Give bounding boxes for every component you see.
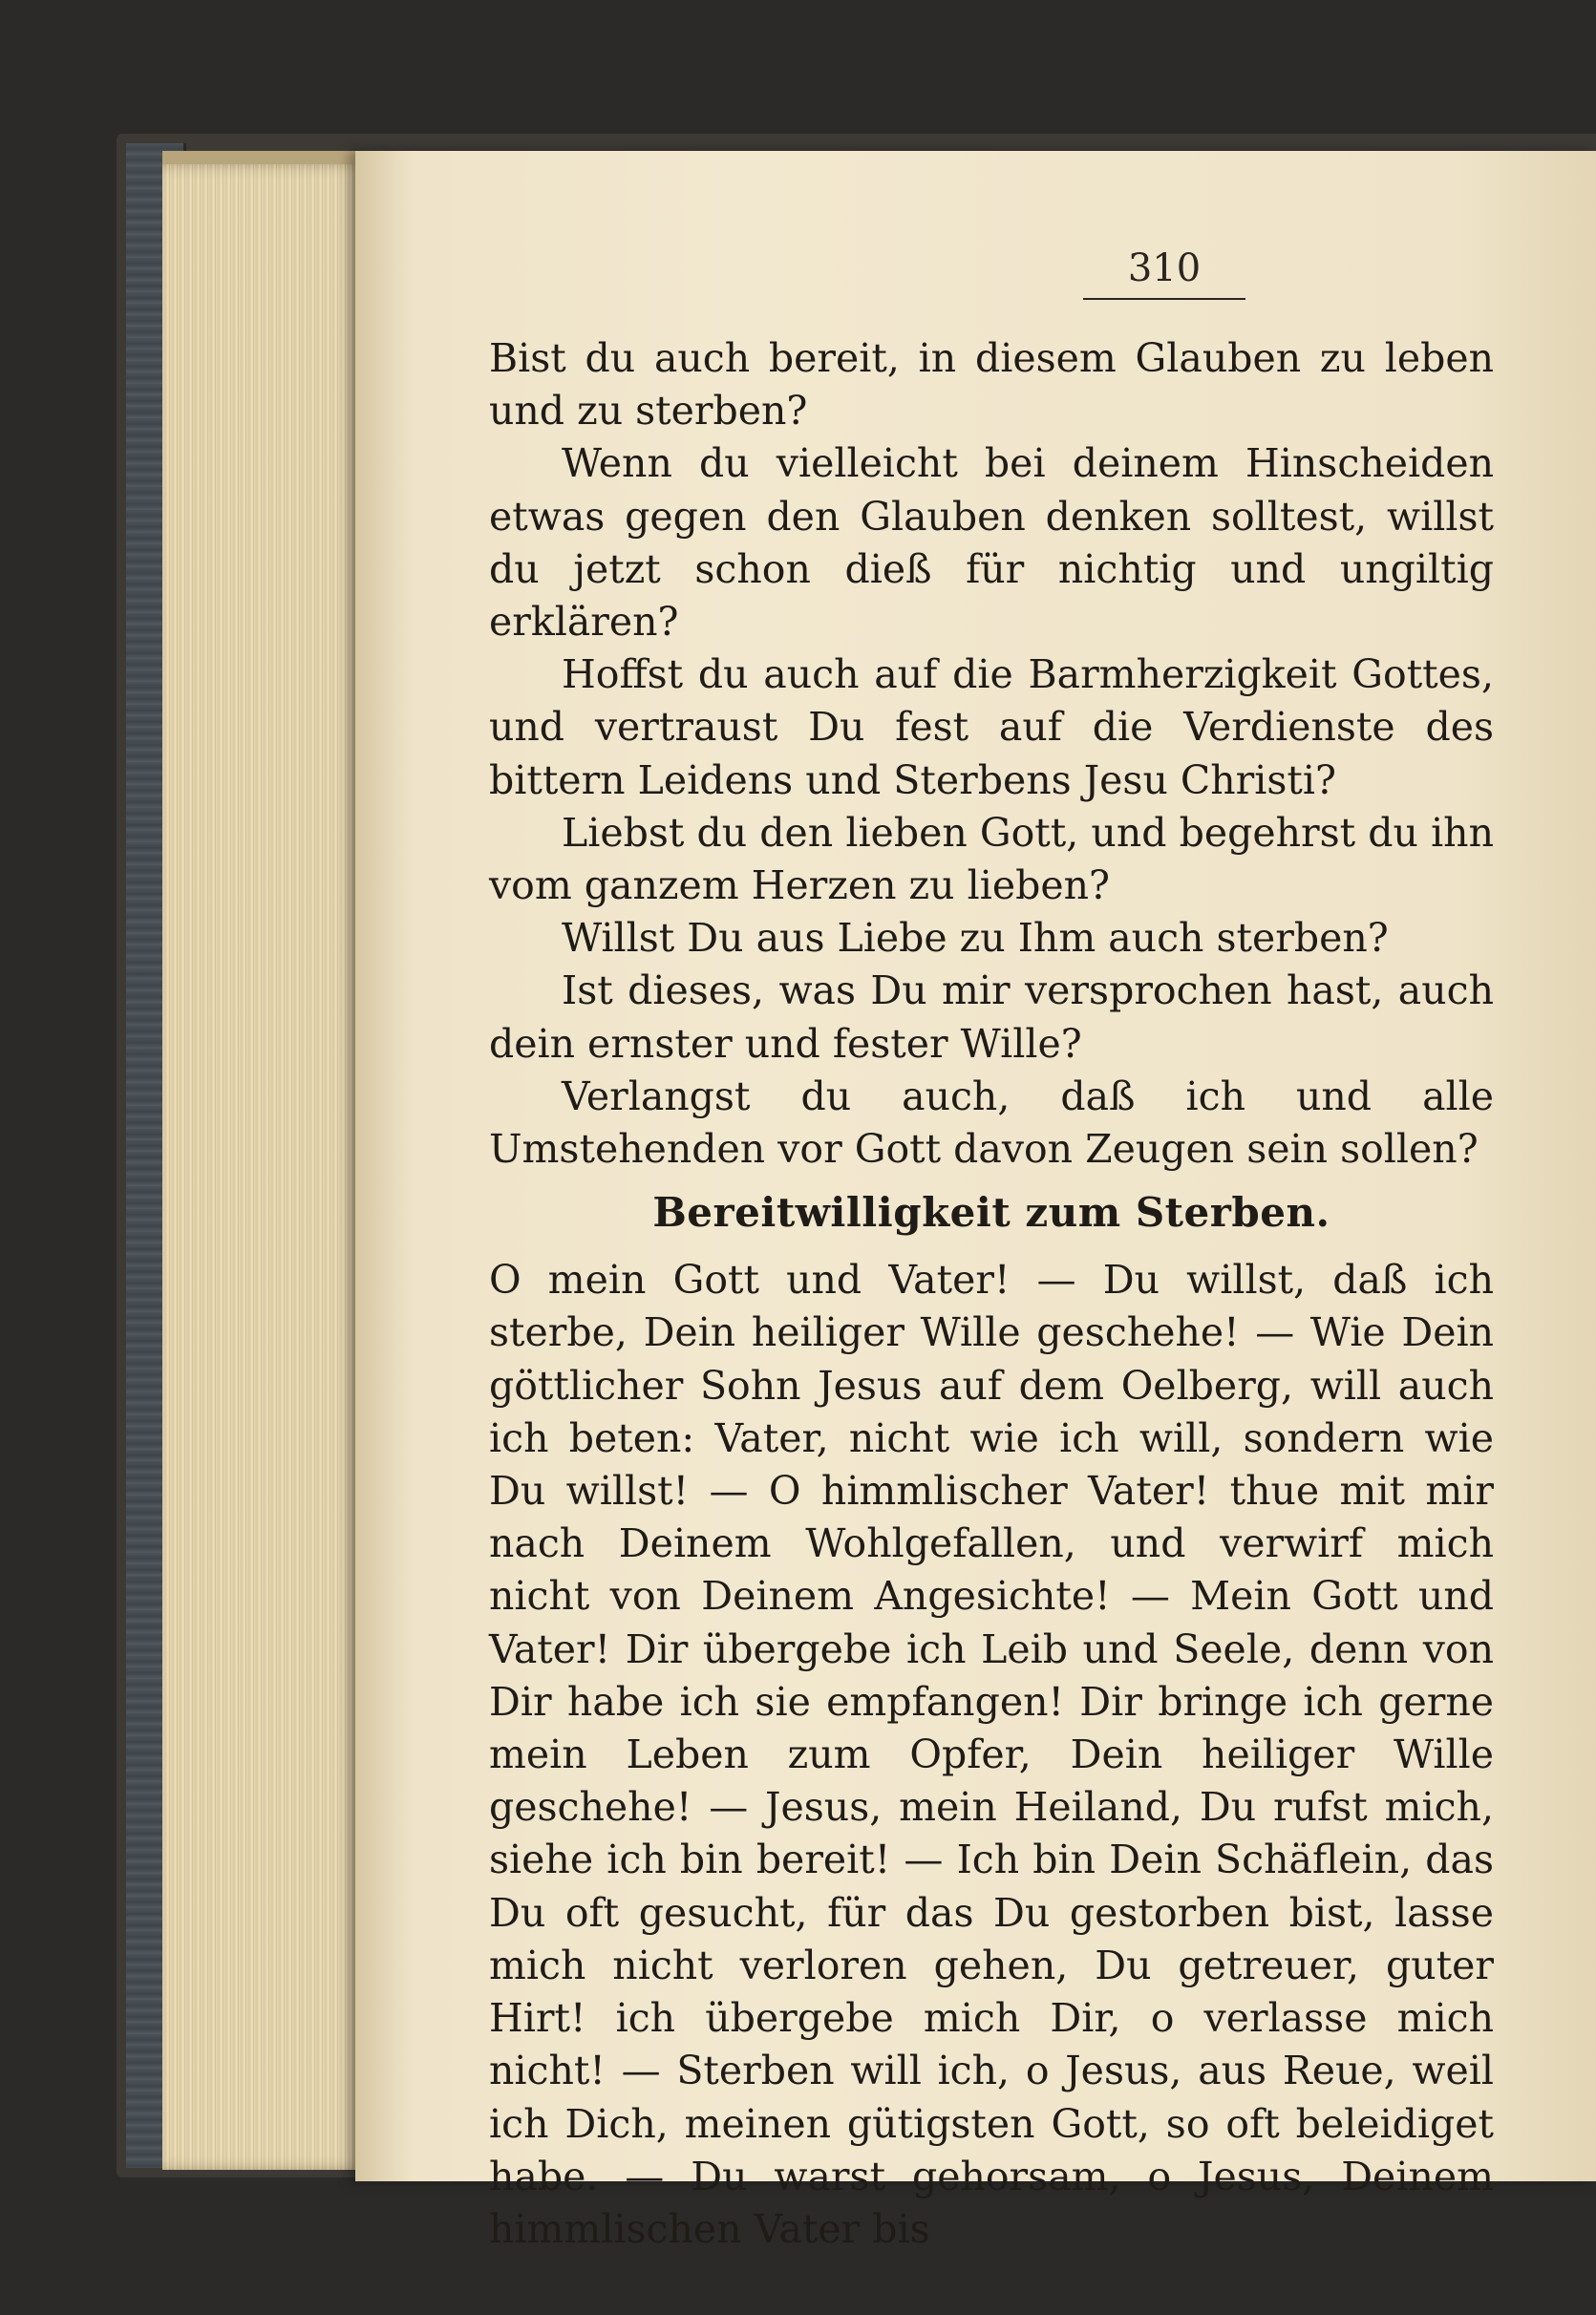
page-stack xyxy=(162,164,363,2170)
page-number-container xyxy=(355,246,1245,300)
question-paragraph: Hoffst du auch auf die Barmherzigkeit Gottes, und vertraust Du fest auf die Verdienste des bittern Leidens und Sterbens Jesu Christi? xyxy=(489,651,1494,803)
section-heading: Bereitwilligkeit zum Sterben. xyxy=(652,1189,1330,1237)
question-paragraph: Bist du auch bereit, in diesem Glauben zu leben und zu sterben? xyxy=(489,335,1494,435)
book-page xyxy=(355,151,1596,2252)
page-text xyxy=(489,332,1494,2256)
question-paragraph: Wenn du vielleicht bei deinem Hinscheiden etwas gegen den Glauben denken solltest, willst du jetzt schon dieß für nichtig und ungiltig erklären? xyxy=(489,440,1494,646)
question-paragraph: Ist dieses, was Du mir versprochen hast, auch dein ernster und fester Wille? xyxy=(489,967,1494,1067)
question-paragraph: Liebst du den lieben Gott, und begehrst du ihn vom ganzem Herzen zu lieben? xyxy=(489,809,1494,909)
question-paragraph: Verlangst du auch, daß ich und alle Umstehenden vor Gott davon Zeugen sein sollen? xyxy=(489,1073,1494,1173)
page-number: 310 xyxy=(1083,246,1245,300)
question-paragraph: Willst Du aus Liebe zu Ihm auch sterben? xyxy=(562,915,1389,962)
prayer-paragraph: O mein Gott und Vater! — Du willst, daß ich sterbe, Dein heiliger Wille geschehe! — Wie Dein göttlicher Sohn Jesus auf dem Oelberg, will auch ich beten: Vater, nicht wie ich will, sondern wie Du willst! — O himmlischer Vater! thue mit mir nach Deinem Wohlgefallen, und verwirf mich nicht von Deinem Angesichte! — Mein Gott und Vater! Dir übergebe ich Leib und Seele, denn von Dir habe ich sie empfangen! Dir bringe ich gerne mein Leben zum Opfer, Dein heiliger Wille geschehe! — Jesus, mein Heiland, Du rufst mich, siehe ich bin bereit! — Ich bin Dein Schäflein, das Du oft gesucht, für das Du gestorben bist, lasse mich nicht verloren gehen, Du getreuer, guter Hirt! ich übergebe mich Dir, o verlasse mich nicht! — Sterben will ich, o Jesus, aus Reue, weil ich Dich, meinen gütigsten Gott, so oft beleidiget habe. — Du warst gehorsam, o Jesus, Deinem himmlischen Vater bis xyxy=(489,1257,1494,2252)
